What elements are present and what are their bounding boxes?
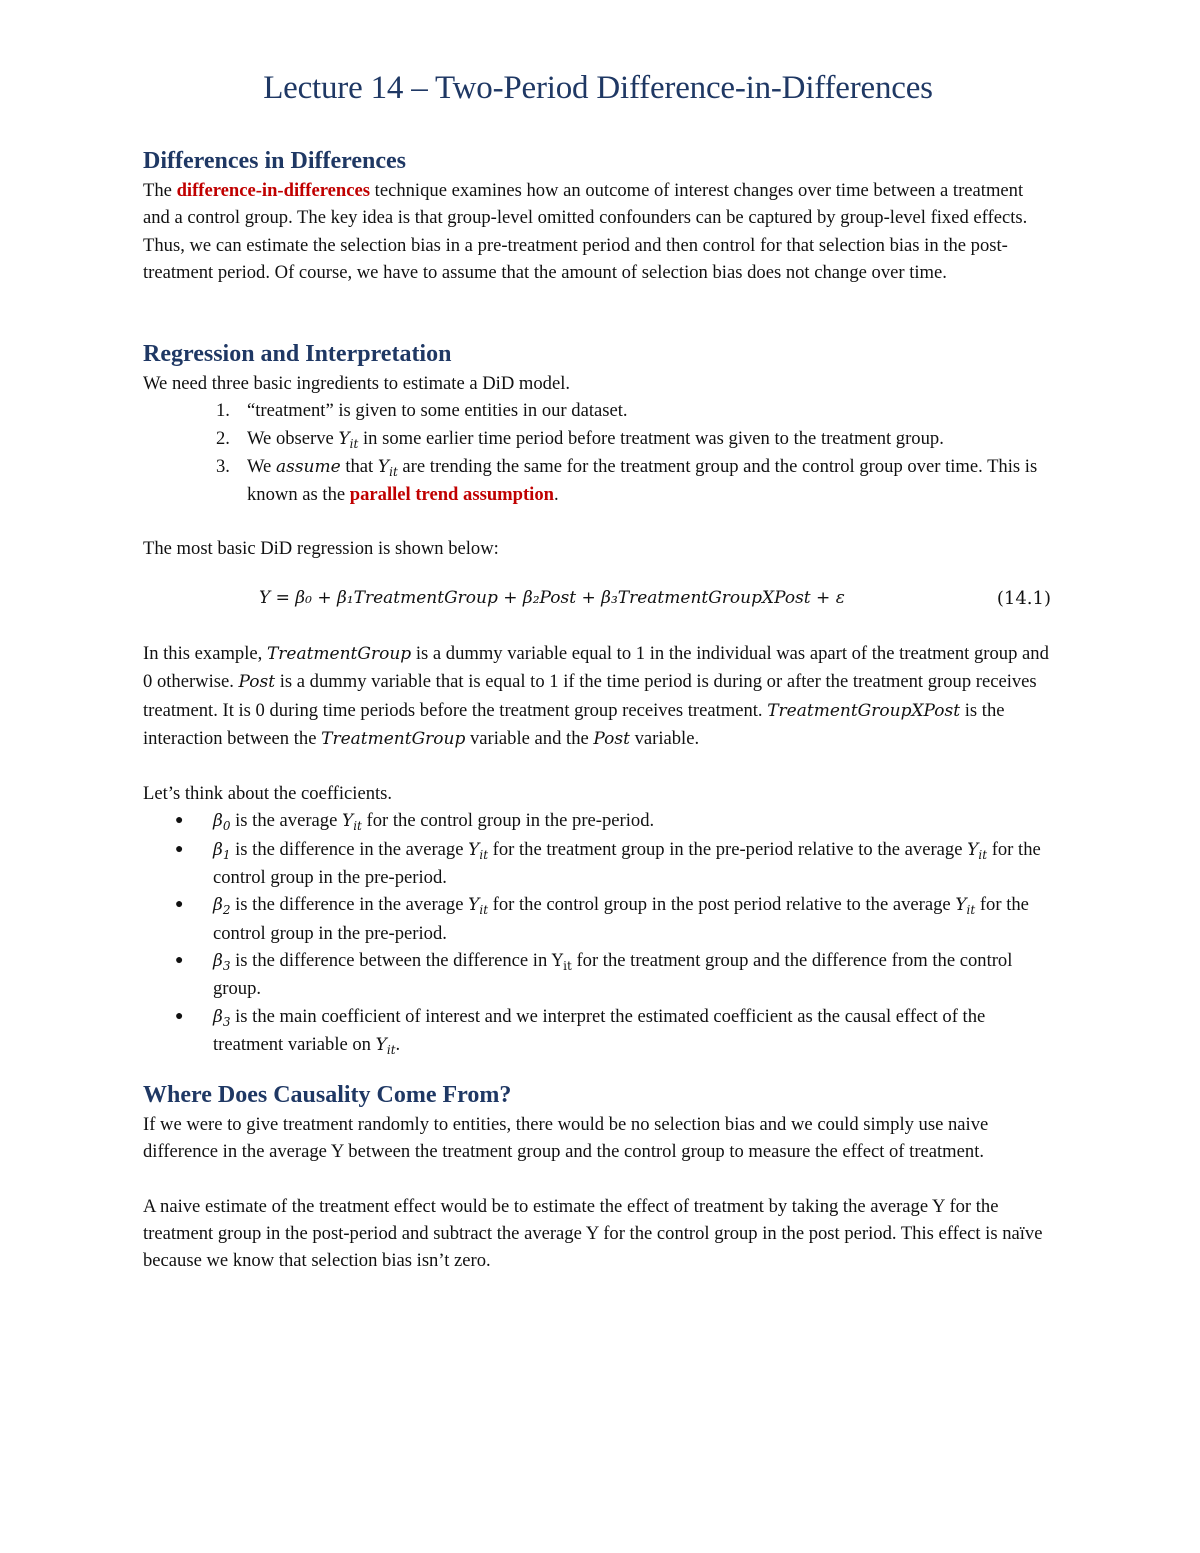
list-item: 2. We observe $Y_{it}$ in some earlier time period before treatment was given to the treatment group.: [216, 427, 944, 451]
ingredients-intro: We need three basic ingredients to estimate a DiD model.: [143, 373, 571, 395]
parallel-trend-highlight: parallel trend assumption: [349, 484, 554, 506]
list-item: 1. “treatment” is given to some entities in our dataset.: [216, 400, 628, 422]
coefficients-list: [143, 807, 1053, 1059]
list-item: 3. We assume that $Y_{it}$ are trending the same for the treatment group and the control group over time. This is known as the parallel trend assumption.: [216, 456, 1038, 506]
bullet-icon: ●: [175, 952, 184, 968]
did-term-highlight: difference-in-differences: [176, 180, 371, 201]
equation-body: Y = β₀ + β₁TreatmentGroup + β₂Post + β₃TreatmentGroupXPost + ε: [259, 587, 845, 608]
section-heading-differences: Differences in Differences: [143, 148, 407, 174]
list-item: ● $\beta_3$ is the difference between the difference in $Y_{it}$ for the treatment group and the difference from the control group.: [143, 947, 1053, 1003]
naive-estimate-paragraph: A naive estimate of the treatment effect would be to estimate the effect of treatment by taking the average Y for the treatment group in the post-period and subtract the average Y for the control group in the post period. This effect is naïve because we know that selection bias isn’t zero.: [143, 1195, 1043, 1272]
list-item: ● $\beta_1$ is the difference in the average $Y_{it}$ for the treatment group in the pre-period relative to the average $Y_{it}$ for the control group in the pre-period.: [143, 836, 1053, 892]
bullet-icon: ●: [175, 841, 184, 857]
ingredients-list: [143, 397, 1053, 508]
regression-equation: [143, 582, 1053, 622]
equation-number: (14.1): [996, 587, 1051, 609]
basic-regression-intro: The most basic DiD regression is shown below:: [143, 537, 499, 559]
list-item: ● $\beta_3$ is the main coefficient of interest and we interpret the estimated coefficient as the causal effect of the treatment variable on $Y_{it}$.: [143, 1003, 1053, 1060]
document-page: [143, 70, 1053, 1275]
random-treatment-paragraph: If we were to give treatment randomly to entities, there would be no selection bias and we could simply use naive difference in the average Y between the treatment group and the control group to measure the effect of treatment.: [143, 1114, 989, 1163]
list-item: ● $\beta_0$ is the average $Y_{it}$ for the control group in the pre-period.: [143, 807, 1053, 835]
list-item: ● $\beta_2$ is the difference in the average $Y_{it}$ for the control group in the post period relative to the average $Y_{it}$ for the control group in the pre-period.: [143, 891, 1053, 947]
bullet-icon: ●: [175, 813, 184, 829]
coefficients-intro: Let’s think about the coefficients.: [143, 783, 393, 805]
bullet-icon: ●: [175, 1008, 184, 1024]
section-heading-causality: Where Does Causality Come From?: [143, 1082, 512, 1109]
example-paragraph: In this example, TreatmentGroup is a dummy variable equal to 1 in the individual was apart of the treatment group and 0 otherwise. Post is a dummy variable that is equal to 1 if the time period is during or after the treatment group receives treatment. It is 0 during time periods before the treatment group receives treatment. TreatmentGroupXPost is the interaction between the TreatmentGroup variable and the Post variable.: [143, 642, 1049, 749]
section-heading-regression: Regression and Interpretation: [143, 341, 452, 368]
did-intro-paragraph: The difference-in-differences technique examines how an outcome of interest changes over time between a treatment and a control group. The key idea is that group-level omitted confounders can be captured by group-level fixed effects. Thus, we can estimate the selection bias in a pre-treatment period and then control for that selection bias in the post-treatment period. Of course, we have to assume that the amount of selection bias does not change over time.: [143, 180, 1028, 283]
page-title: Lecture 14 – Two-Period Difference-in-Differences: [263, 70, 933, 106]
bullet-icon: ●: [175, 897, 184, 913]
